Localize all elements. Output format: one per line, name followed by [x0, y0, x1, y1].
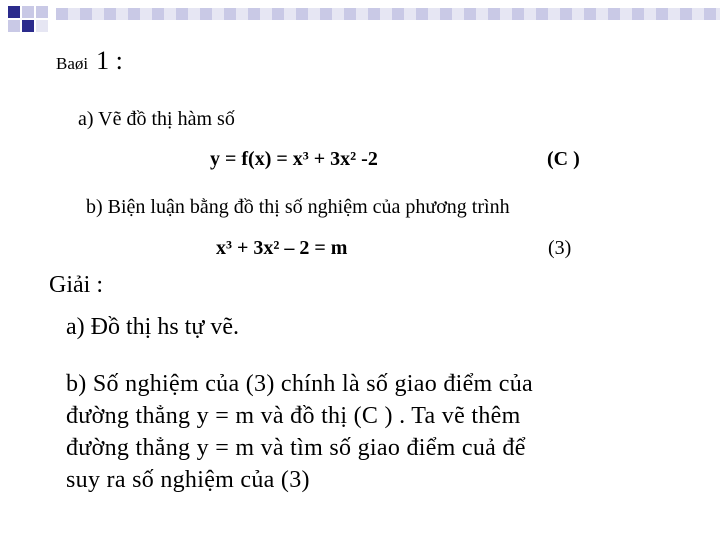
- answer-b-line: suy ra số nghiệm của (3): [66, 467, 310, 493]
- problem-part-a: a) Vẽ đồ thị hàm số: [78, 108, 235, 130]
- problem-part-b: b) Biện luận bằng đồ thị số nghiệm của phương trình: [86, 196, 510, 218]
- solution-heading: Giải :: [49, 272, 103, 298]
- curve-label: (C ): [547, 148, 580, 170]
- lesson-number: 1 :: [96, 46, 123, 75]
- answer-b-line: b) Số nghiệm của (3) chính là số giao điểm của: [66, 371, 534, 397]
- answer-b-line: đường thẳng y = m và tìm số giao điểm cuả để: [66, 435, 526, 461]
- equation-formula: x³ + 3x² – 2 = m: [216, 237, 348, 259]
- answer-part-a: a) Đồ thị hs tự vẽ.: [66, 314, 239, 340]
- equation-label: (3): [548, 237, 572, 259]
- answer-b-line: đường thẳng y = m và đồ thị (C ) . Ta vẽ thêm: [66, 403, 521, 429]
- lesson-word: Baøi: [56, 54, 89, 73]
- decorative-header-pattern: [0, 0, 720, 40]
- function-formula: y = f(x) = x³ + 3x² -2: [210, 148, 378, 170]
- lesson-title: [56, 46, 123, 76]
- answer-part-b: [66, 368, 626, 496]
